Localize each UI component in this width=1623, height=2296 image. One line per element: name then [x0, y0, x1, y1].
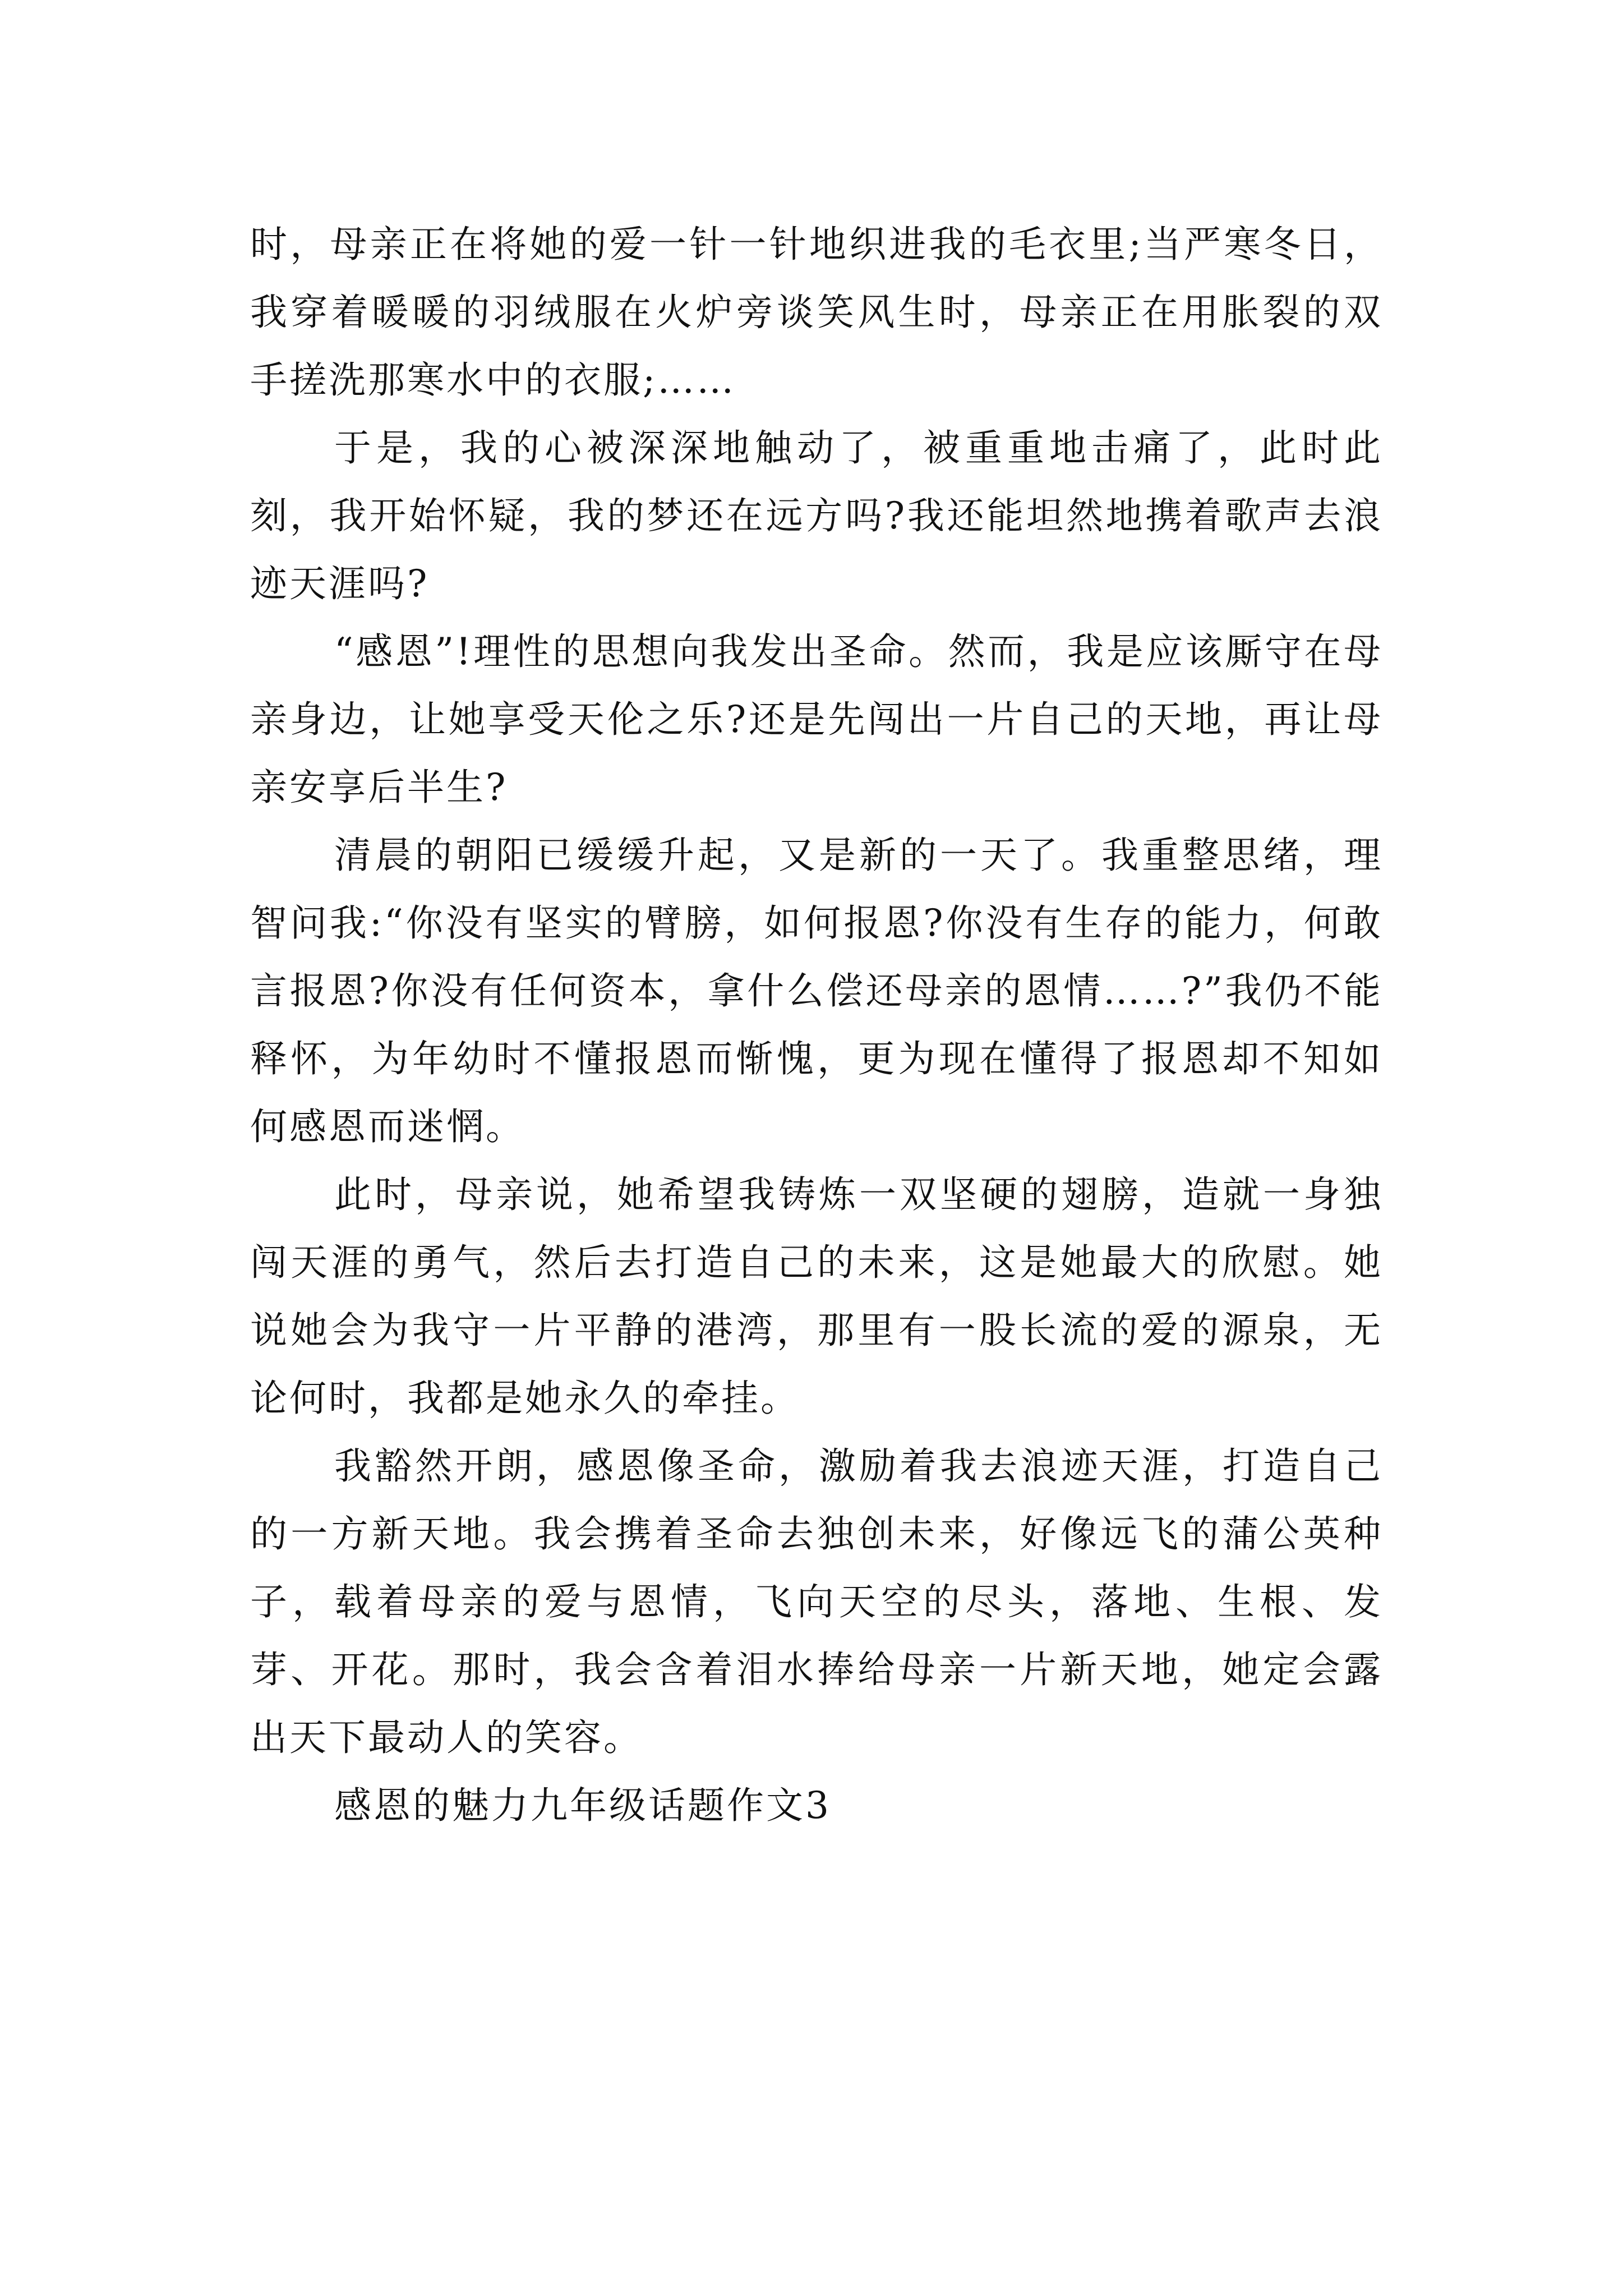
paragraph: “感恩”!理性的思想向我发出圣命。然而，我是应该厮守在母亲身边，让她享受天伦之乐?还是先闯出一片自己的天地，再让母亲安享后半生?	[250, 630, 1383, 809]
article-body	[250, 210, 1383, 1839]
paragraph-continuation: 时，母亲正在将她的爱一针一针地织进我的毛衣里;当严寒冬日，我穿着暖暖的羽绒服在火炉旁谈笑风生时，母亲正在用胀裂的双手搓洗那寒水中的衣服;……	[250, 223, 1383, 402]
paragraph: 清晨的朝阳已缓缓升起，又是新的一天了。我重整思绪，理智问我:“你没有坚实的臂膀，如何报恩?你没有生存的能力，何敢言报恩?你没有任何资本，拿什么偿还母亲的恩情……?”我仍不能释怀，为年幼时不懂报恩而惭愧，更为现在懂得了报恩却不知如何感恩而迷惘。	[250, 834, 1383, 1148]
paragraph: 我豁然开朗，感恩像圣命，激励着我去浪迹天涯，打造自己的一方新天地。我会携着圣命去独创未来，好像远飞的蒲公英种子，载着母亲的爱与恩情，飞向天空的尽头，落地、生根、发芽、开花。那时，我会含着泪水捧给母亲一片新天地，她定会露出天下最动人的笑容。	[250, 1444, 1383, 1759]
paragraph: 此时，母亲说，她希望我铸炼一双坚硬的翅膀，造就一身独闯天涯的勇气，然后去打造自己的未来，这是她最大的欣慰。她说她会为我守一片平静的港湾，那里有一股长流的爱的源泉，无论何时，我都是她永久的牵挂。	[250, 1173, 1383, 1420]
section-heading: 感恩的魅力九年级话题作文3	[334, 1784, 831, 1827]
paragraph: 于是，我的心被深深地触动了，被重重地击痛了，此时此刻，我开始怀疑，我的梦还在远方吗?我还能坦然地携着歌声去浪迹天涯吗?	[250, 426, 1383, 605]
